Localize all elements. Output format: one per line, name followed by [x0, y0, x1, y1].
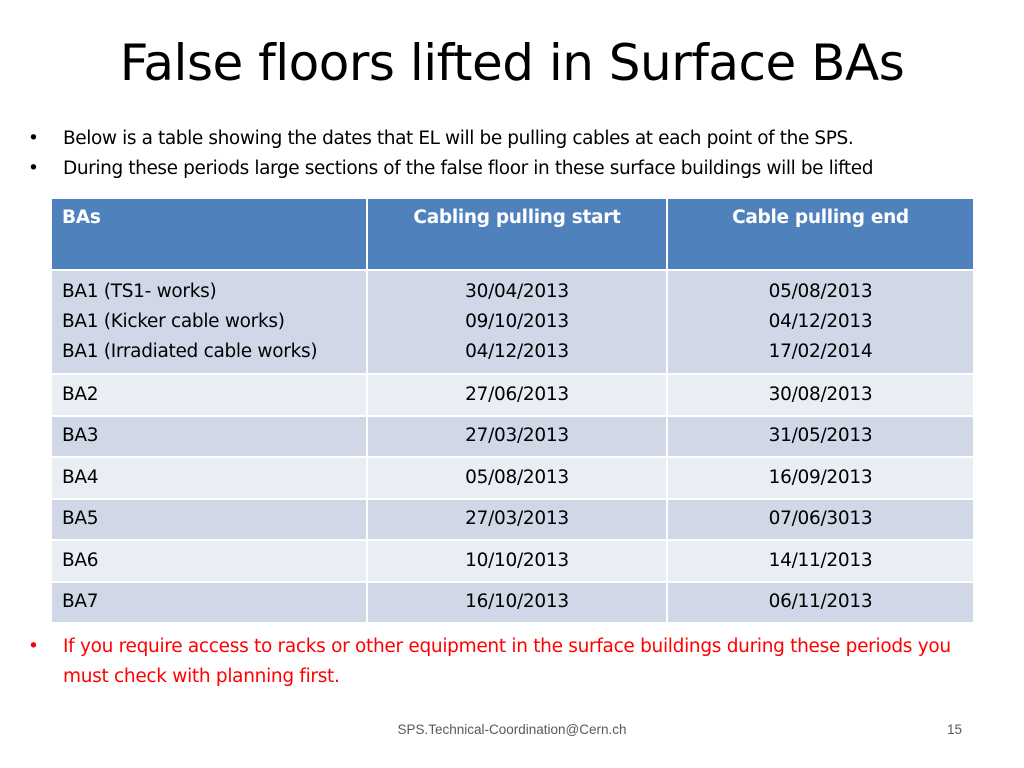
table-row [51, 582, 974, 624]
table-row [51, 499, 974, 541]
table-row [51, 374, 974, 416]
page-number: 15 [946, 722, 962, 737]
end-date-cell: 14/11/2013 [667, 540, 974, 582]
end-date: 04/12/2013 [768, 311, 873, 332]
start-date-cell: 27/03/2013 [367, 499, 667, 541]
end-date-cell [667, 270, 974, 374]
start-date-cell: 27/03/2013 [367, 416, 667, 458]
table-row [51, 540, 974, 582]
ba-cell [51, 270, 367, 374]
start-date-cell [367, 270, 667, 374]
header-pulling-start: Cabling pulling start [367, 198, 667, 270]
ba-cell: BA3 [51, 416, 367, 458]
table-row [51, 416, 974, 458]
intro-bullet-list [28, 124, 1022, 184]
cabling-schedule-table [50, 197, 975, 624]
end-date-cell: 07/06/3013 [667, 499, 974, 541]
ba-label: BA1 (TS1- works) [62, 281, 217, 302]
bullet-text: During these periods large sections of the false floor in these surface buildings will be lifted [63, 158, 874, 179]
bullet-item [28, 154, 1022, 184]
bullet-text: Below is a table showing the dates that EL will be pulling cables at each point of the SPS. [63, 128, 854, 149]
table-row [51, 457, 974, 499]
start-date-cell: 27/06/2013 [367, 374, 667, 416]
ba-label: BA1 (Kicker cable works) [62, 311, 285, 332]
ba-label: BA1 (Irradiated cable works) [62, 341, 318, 362]
note-item [28, 632, 988, 692]
header-bas: BAs [51, 198, 367, 270]
start-date: 30/04/2013 [465, 281, 569, 302]
bullet-icon: • [28, 158, 39, 179]
ba-cell: BA5 [51, 499, 367, 541]
start-date-cell: 10/10/2013 [367, 540, 667, 582]
end-date-cell: 30/08/2013 [667, 374, 974, 416]
end-date-cell: 16/09/2013 [667, 457, 974, 499]
ba-cell: BA7 [51, 582, 367, 624]
bullet-icon: • [28, 636, 39, 657]
end-date: 05/08/2013 [768, 281, 873, 302]
table-row-ba1 [51, 270, 974, 374]
ba-cell: BA2 [51, 374, 367, 416]
start-date: 09/10/2013 [465, 311, 569, 332]
end-date-cell: 06/11/2013 [667, 582, 974, 624]
table-header-row [51, 198, 974, 270]
planning-note-list [28, 632, 988, 692]
end-date-cell: 31/05/2013 [667, 416, 974, 458]
bullet-item [28, 124, 1022, 154]
start-date-cell: 05/08/2013 [367, 457, 667, 499]
note-text: If you require access to racks or other equipment in the surface buildings during these periods you must check with planning first. [63, 636, 951, 687]
slide-title: False floors lifted in Surface BAs [119, 34, 905, 92]
start-date-cell: 16/10/2013 [367, 582, 667, 624]
bullet-icon: • [28, 128, 39, 149]
ba-cell: BA6 [51, 540, 367, 582]
end-date: 17/02/2014 [768, 341, 873, 362]
start-date: 04/12/2013 [465, 341, 569, 362]
footer-email: SPS.Technical-Coordination@Cern.ch [397, 722, 627, 737]
header-pulling-end: Cable pulling end [667, 198, 974, 270]
ba-cell: BA4 [51, 457, 367, 499]
